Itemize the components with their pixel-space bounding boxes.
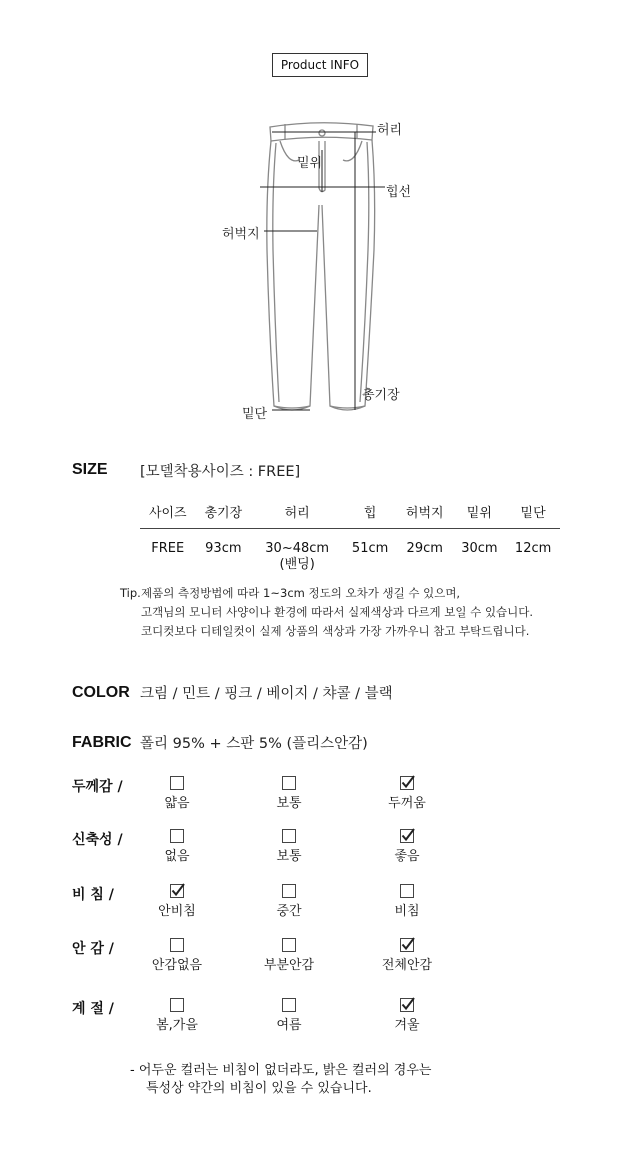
checkbox-icon: [224, 775, 354, 790]
cell-thigh: 29cm: [406, 541, 443, 556]
attribute-option-label: 없음: [164, 849, 190, 864]
cell-size: FREE: [151, 541, 185, 556]
attribute-option: [342, 883, 472, 919]
attribute-option: [224, 937, 354, 973]
cell-hem: 12cm: [514, 541, 552, 556]
size-table: [140, 494, 560, 574]
model-size-note: [모델착용사이즈 : FREE]: [140, 464, 301, 480]
label-rise: 밑위: [297, 156, 323, 171]
attribute-option-label: 전체안감: [381, 958, 433, 973]
checkbox-icon: [224, 997, 354, 1012]
attribute-label: 안 감 /: [72, 941, 114, 957]
col-waist: 허리: [251, 494, 343, 529]
note-line-1: - 어두운 컬러는 비침이 없더라도, 밝은 컬러의 경우는: [130, 1063, 432, 1078]
checkbox-icon: [112, 997, 242, 1012]
col-hip: 힙: [343, 494, 397, 529]
size-title: SIZE: [72, 461, 108, 478]
attribute-option-label: 중간: [276, 904, 302, 919]
color-value: 크림 / 민트 / 핑크 / 베이지 / 챠콜 / 블랙: [140, 686, 393, 702]
col-size: 사이즈: [140, 494, 196, 529]
attribute-label: 신축성 /: [72, 832, 123, 848]
attribute-option: [112, 997, 242, 1033]
table-row: [140, 529, 560, 575]
cell-total-length: 93cm: [205, 541, 242, 556]
checkbox-icon: [342, 883, 472, 898]
size-table-header: [140, 494, 560, 529]
tip-line-1: 제품의 측정방법에 따라 1~3cm 정도의 오차가 생길 수 있으며,: [141, 586, 461, 600]
tip-line-2: 고객님의 모니터 사양이나 환경에 따라서 실제색상과 다르게 보일 수 있습니다.: [141, 605, 534, 619]
label-hip: 힙선: [386, 185, 412, 200]
attribute-option-label: 보통: [276, 796, 302, 811]
cell-waist: [251, 529, 343, 575]
attribute-option: [224, 775, 354, 811]
attribute-option: [342, 828, 472, 864]
attribute-option: [112, 883, 242, 919]
col-hem: 밑단: [506, 494, 560, 529]
note-line-2: 특성상 약간의 비침이 있을 수 있습니다.: [146, 1081, 372, 1096]
label-total-length: 총기장: [362, 388, 400, 403]
color-title: COLOR: [72, 684, 130, 701]
attribute-label: 계 절 /: [72, 1001, 114, 1017]
label-waist: 허리: [377, 123, 403, 138]
cell-waist-sub: (밴딩): [279, 557, 315, 572]
col-total-length: 총기장: [196, 494, 252, 529]
fabric-title: FABRIC: [72, 734, 132, 751]
checkbox-icon: [224, 883, 354, 898]
checked-checkbox-icon: [342, 937, 472, 952]
attribute-option-label: 여름: [276, 1018, 302, 1033]
checkbox-icon: [112, 828, 242, 843]
checked-checkbox-icon: [342, 828, 472, 843]
attribute-option: [224, 997, 354, 1033]
product-info-badge: Product INFO: [272, 53, 368, 77]
attribute-option: [112, 828, 242, 864]
attribute-option-label: 겨울: [394, 1018, 420, 1033]
attribute-option: [342, 997, 472, 1033]
label-hem: 밑단: [242, 407, 268, 422]
label-thigh: 허벅지: [222, 227, 260, 242]
attribute-option: [224, 828, 354, 864]
attribute-option-label: 얇음: [164, 796, 190, 811]
checked-checkbox-icon: [112, 883, 242, 898]
checked-checkbox-icon: [342, 775, 472, 790]
attribute-option: [112, 775, 242, 811]
attribute-option-label: 비침: [394, 904, 420, 919]
checkbox-icon: [224, 828, 354, 843]
attribute-option-label: 안감없음: [151, 958, 203, 973]
checkbox-icon: [112, 937, 242, 952]
cell-hip: 51cm: [351, 541, 389, 556]
attribute-option: [112, 937, 242, 973]
cell-rise: 30cm: [461, 541, 498, 556]
cell-waist-value: 30~48cm: [265, 541, 330, 556]
attribute-label: 두께감 /: [72, 779, 123, 795]
attribute-option: [224, 883, 354, 919]
attribute-option: [342, 937, 472, 973]
attribute-option: [342, 775, 472, 811]
checked-checkbox-icon: [342, 997, 472, 1012]
tip-prefix: Tip.: [120, 586, 141, 600]
checkbox-icon: [224, 937, 354, 952]
attribute-option-label: 좋음: [394, 849, 420, 864]
attribute-option-label: 두꺼움: [388, 796, 426, 811]
col-rise: 밑위: [453, 494, 507, 529]
attribute-option-label: 부분안감: [263, 958, 315, 973]
attribute-option-label: 보통: [276, 849, 302, 864]
attribute-option-label: 안비침: [158, 904, 196, 919]
attribute-option-label: 봄,가을: [156, 1018, 198, 1033]
attribute-label: 비 침 /: [72, 887, 114, 903]
col-thigh: 허벅지: [397, 494, 453, 529]
tip-line-3: 코디컷보다 디테일컷이 실제 상품의 색상과 가장 가까우니 참고 부탁드립니다.: [141, 624, 530, 638]
checkbox-icon: [112, 775, 242, 790]
fabric-value: 폴리 95% + 스판 5% (플리스안감): [140, 736, 368, 752]
